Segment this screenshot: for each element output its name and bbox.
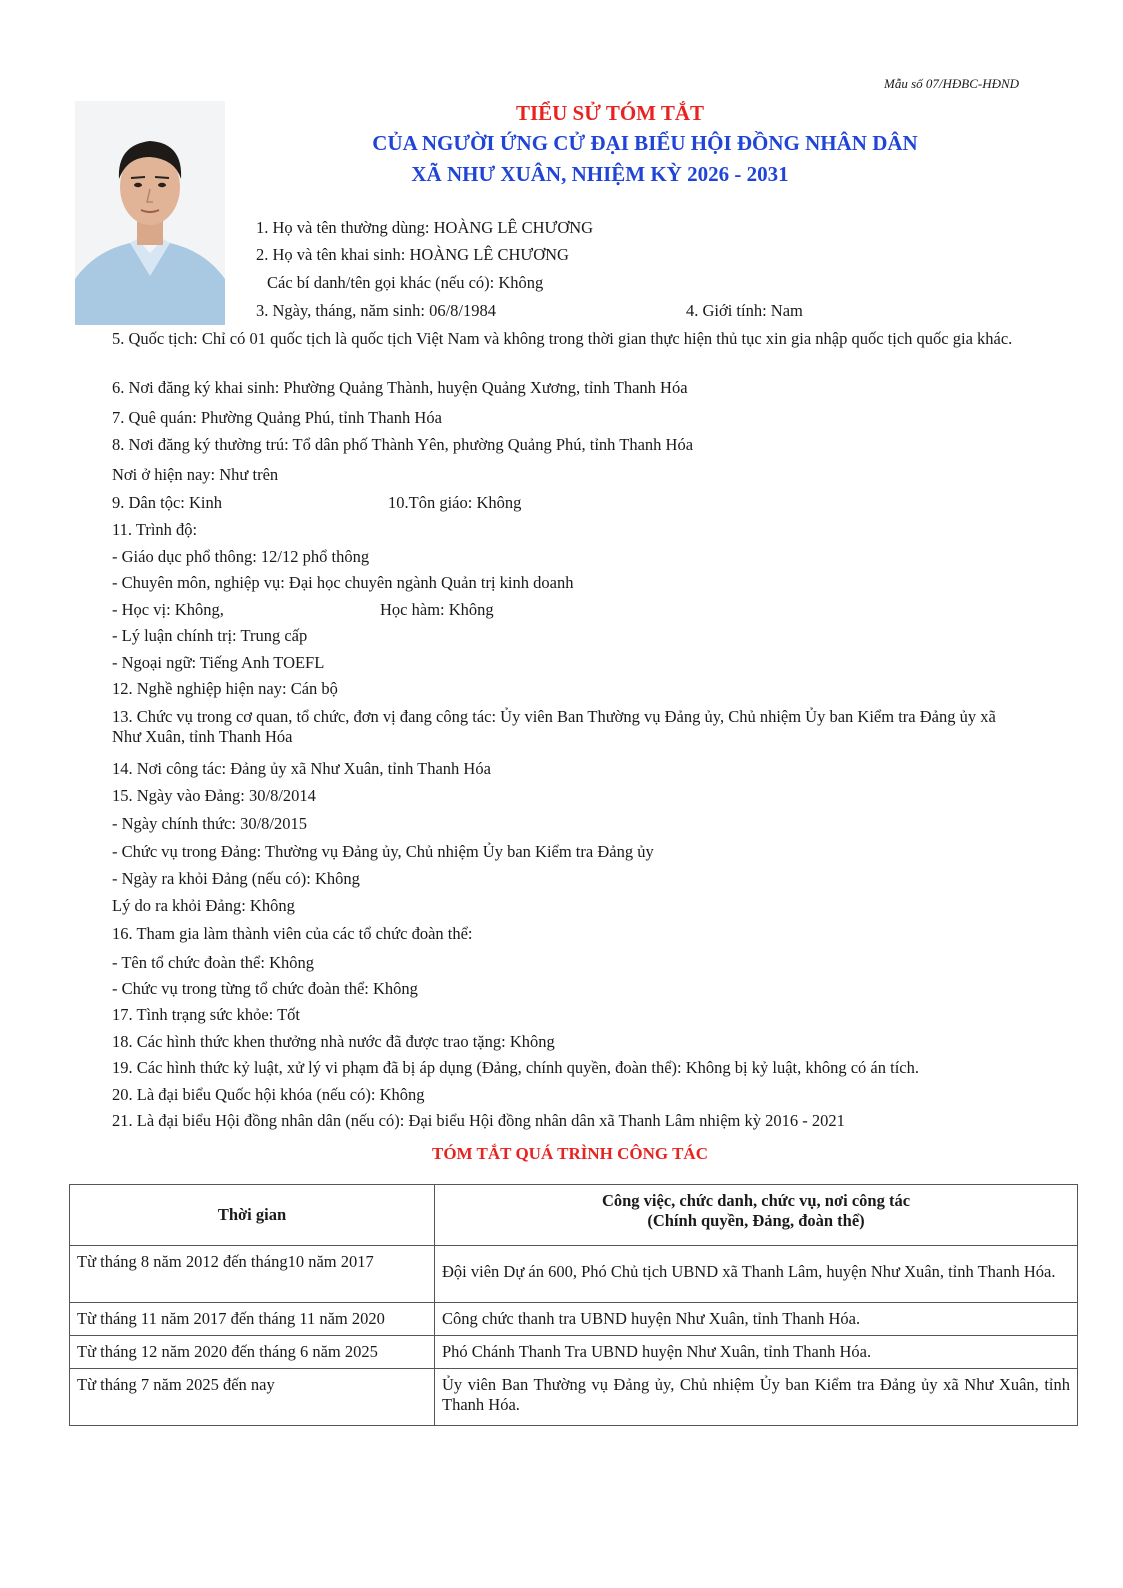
- row-time: Từ tháng 12 năm 2020 đến tháng 6 năm 2025: [70, 1336, 435, 1369]
- row-description: Công chức thanh tra UBND huyện Như Xuân, tỉnh Thanh Hóa.: [435, 1303, 1078, 1336]
- title-line-3: XÃ NHƯ XUÂN, NHIỆM KỲ 2026 - 2031: [411, 162, 789, 186]
- item-11-general-education: - Giáo dục phổ thông: 12/12 phổ thông: [112, 547, 370, 566]
- item-11-specialization: - Chuyên môn, nghiệp vụ: Đại học chuyên ngành Quản trị kinh doanh: [112, 573, 574, 592]
- work-history-title: TÓM TẮT QUÁ TRÌNH CÔNG TÁC: [432, 1144, 708, 1163]
- header-description-line2: (Chính quyền, Đảng, đoàn thể): [647, 1211, 865, 1230]
- item-3: 3. Ngày, tháng, năm sinh: 06/8/1984: [256, 301, 496, 320]
- item-20: 20. Là đại biểu Quốc hội khóa (nếu có): Không: [112, 1085, 425, 1104]
- work-history-table: [69, 1184, 1078, 1426]
- item-12: 12. Nghề nghiệp hiện nay: Cán bộ: [112, 679, 338, 698]
- item-7: 7. Quê quán: Phường Quảng Phú, tỉnh Thanh Hóa: [112, 408, 442, 427]
- item-11-political-theory: - Lý luận chính trị: Trung cấp: [112, 626, 308, 645]
- title-line-2: CỦA NGƯỜI ỨNG CỬ ĐẠI BIỂU HỘI ĐỒNG NHÂN DÂN: [372, 131, 918, 155]
- item-6: 6. Nơi đăng ký khai sinh: Phường Quảng Thành, huyện Quảng Xương, tỉnh Thanh Hóa: [112, 378, 688, 397]
- item-4: 4. Giới tính: Nam: [686, 301, 803, 320]
- item-2-aliases: Các bí danh/tên gọi khác (nếu có): Không: [267, 273, 544, 292]
- row-description: Phó Chánh Thanh Tra UBND huyện Như Xuân, tỉnh Thanh Hóa.: [435, 1336, 1078, 1369]
- title-line-1: TIỂU SỬ TÓM TẮT: [515, 101, 705, 125]
- item-18: 18. Các hình thức khen thưởng nhà nước đã được trao tặng: Không: [112, 1032, 555, 1051]
- row-time: Từ tháng 7 năm 2025 đến nay: [70, 1369, 435, 1426]
- item-10: 10.Tôn giáo: Không: [388, 493, 522, 512]
- header-time: Thời gian: [70, 1185, 435, 1246]
- item-14: 14. Nơi công tác: Đảng ủy xã Như Xuân, tỉnh Thanh Hóa: [112, 759, 491, 778]
- item-15-leave-date: - Ngày ra khỏi Đảng (nếu có): Không: [112, 869, 360, 888]
- row-description: Đội viên Dự án 600, Phó Chủ tịch UBND xã Thanh Lâm, huyện Như Xuân, tỉnh Thanh Hóa.: [435, 1246, 1078, 1303]
- item-11-foreign-language: - Ngoại ngữ: Tiếng Anh TOEFL: [112, 653, 325, 672]
- item-9: 9. Dân tộc: Kinh: [112, 493, 222, 512]
- item-16-organization-position: - Chức vụ trong từng tổ chức đoàn thể: Không: [112, 979, 418, 998]
- item-15: 15. Ngày vào Đảng: 30/8/2014: [112, 786, 316, 805]
- item-1: 1. Họ và tên thường dùng: HOÀNG LÊ CHƯƠNG: [256, 218, 594, 237]
- item-16: 16. Tham gia làm thành viên của các tổ chức đoàn thể:: [112, 924, 473, 943]
- item-15-leave-reason: Lý do ra khỏi Đảng: Không: [112, 896, 295, 915]
- item-15-party-position: - Chức vụ trong Đảng: Thường vụ Đảng ủy, Chủ nhiệm Ủy ban Kiểm tra Đảng ủy: [112, 842, 654, 861]
- header-description: [435, 1185, 1078, 1246]
- item-21: 21. Là đại biểu Hội đồng nhân dân (nếu có): Đại biểu Hội đồng nhân dân xã Thanh Lâm nhiệm kỳ 2016 - 2021: [112, 1111, 845, 1130]
- item-2: 2. Họ và tên khai sinh: HOÀNG LÊ CHƯƠNG: [256, 245, 569, 264]
- row-time: Từ tháng 11 năm 2017 đến tháng 11 năm 2020: [70, 1303, 435, 1336]
- item-11: 11. Trình độ:: [112, 520, 198, 539]
- row-time: Từ tháng 8 năm 2012 đến tháng10 năm 2017: [70, 1246, 435, 1303]
- portrait-photo: [75, 101, 225, 325]
- item-16-organization: - Tên tổ chức đoàn thể: Không: [112, 953, 315, 972]
- row-description: Ủy viên Ban Thường vụ Đảng ủy, Chủ nhiệm Ủy ban Kiểm tra Đảng ủy xã Như Xuân, tỉnh Thanh Hóa.: [435, 1369, 1078, 1426]
- item-8-current-residence: Nơi ở hiện nay: Như trên: [112, 465, 279, 484]
- table-header-row: [70, 1185, 1078, 1246]
- item-11-degree: - Học vị: Không,: [112, 600, 224, 619]
- item-8: 8. Nơi đăng ký thường trú: Tổ dân phố Thành Yên, phường Quảng Phú, tỉnh Thanh Hóa: [112, 435, 694, 454]
- table-row: [70, 1246, 1078, 1303]
- form-number: Mẫu số 07/HĐBC-HĐND: [884, 76, 1020, 91]
- table-row: [70, 1303, 1078, 1336]
- item-11-academic-title: Học hàm: Không: [380, 600, 494, 619]
- item-5: 5. Quốc tịch: Chỉ có 01 quốc tịch là quốc tịch Việt Nam và không trong thời gian thực hiện thủ tục xin gia nhập quốc tịch quốc gia khác.: [112, 329, 1013, 348]
- table-row: [70, 1336, 1078, 1369]
- table-row: [70, 1369, 1078, 1426]
- item-19: 19. Các hình thức kỷ luật, xử lý vi phạm đã bị áp dụng (Đảng, chính quyền, đoàn thể): Không bị kỷ luật, không có án tích.: [112, 1058, 919, 1077]
- item-17: 17. Tình trạng sức khỏe: Tốt: [112, 1005, 300, 1024]
- header-description-line1: Công việc, chức danh, chức vụ, nơi công tác: [601, 1191, 911, 1210]
- item-15-official-date: - Ngày chính thức: 30/8/2015: [112, 814, 307, 833]
- item-13: 13. Chức vụ trong cơ quan, tổ chức, đơn vị đang công tác: Ủy viên Ban Thường vụ Đảng ủy, Chủ nhiệm Ủy ban Kiểm tra Đảng ủy xã Như Xuân, tỉnh Thanh Hóa: [112, 707, 996, 746]
